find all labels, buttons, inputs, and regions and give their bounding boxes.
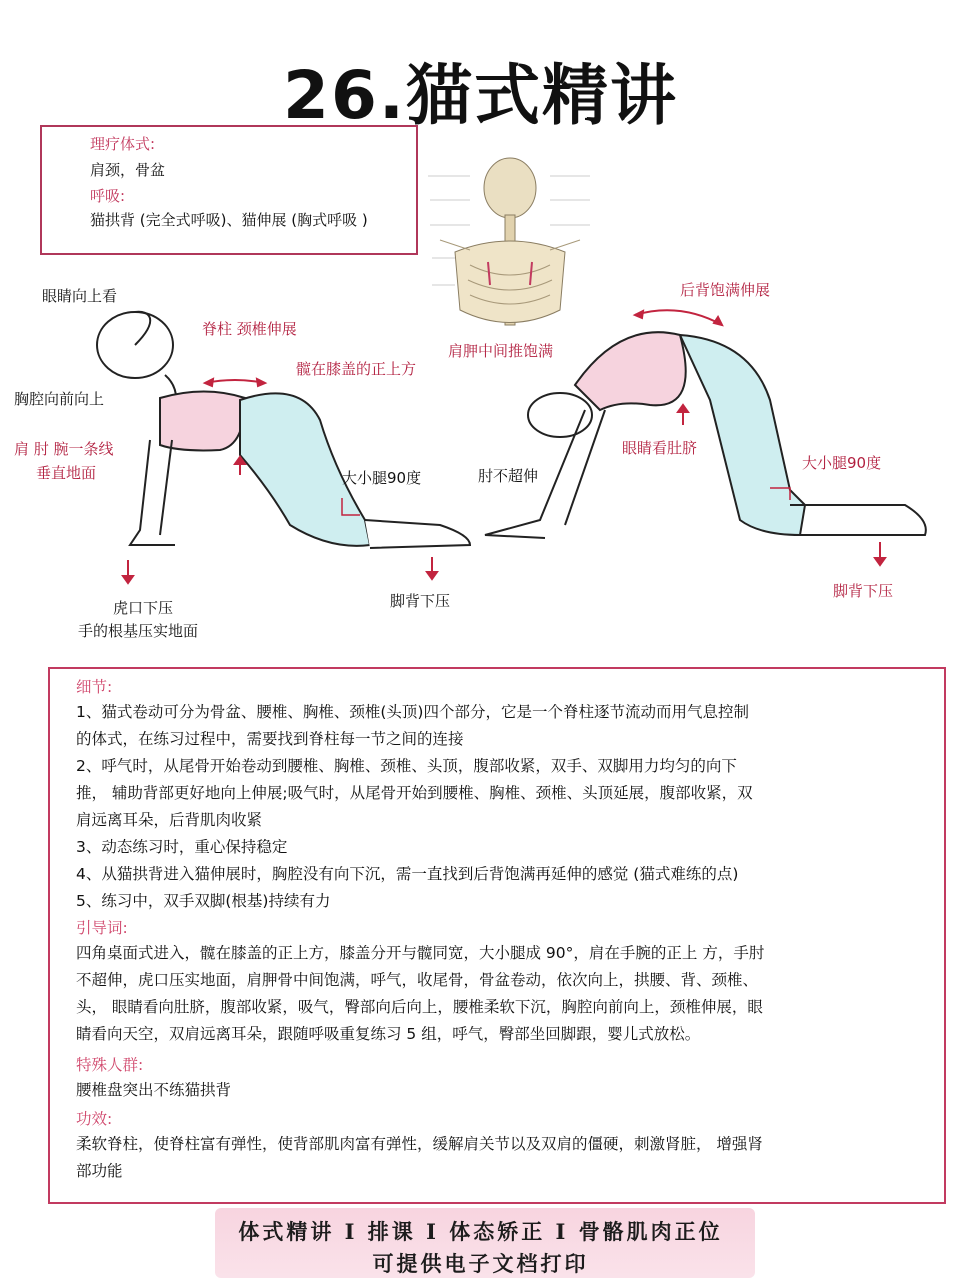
- details-label: 细节:: [76, 678, 113, 696]
- guide-label: 引导词:: [76, 919, 128, 937]
- list-item: 1、猫式卷动可分为骨盆、腰椎、胸椎、颈椎(头顶)四个部分，它是一个脊柱逐节流动而用气息控制: [76, 703, 749, 721]
- list-item: 3、动态练习时，重心保持稳定: [76, 838, 288, 856]
- guide-line: 头， 眼睛看向肚脐，腹部收紧，吸气，臀部向后向上，腰椎柔软下沉，胸腔向前向上，颈椎伸展，眼: [76, 998, 763, 1016]
- list-item: 的体式，在练习过程中，需要找到脊柱每一节之间的连接: [76, 730, 464, 748]
- label-foot-right: 脚背下压: [833, 582, 894, 600]
- label-shoulder-line-2: 垂直地面: [36, 464, 97, 482]
- effect-text: [76, 1131, 763, 1185]
- breath-value: 猫拱背 (完全式呼吸)、猫伸展 (胸式呼吸 ): [90, 211, 368, 229]
- type-label: 理疗体式:: [90, 135, 156, 153]
- label-foot-left: 脚背下压: [390, 592, 451, 610]
- footer-line-1: 体式精讲 I 排课 I 体态矫正 I 骨骼肌肉正位: [238, 1219, 723, 1244]
- label-shoulder-line-1: 肩 肘 腕一条线: [14, 440, 114, 458]
- list-item: 推， 辅助背部更好地向上伸展;吸气时，从尾骨开始到腰椎、胸椎、颈椎、头顶延展，腹部收紧，双: [76, 784, 753, 802]
- pose-illustration: [0, 140, 961, 660]
- effect-label: 功效:: [76, 1110, 113, 1128]
- details-box: [48, 667, 946, 1204]
- label-back-full: 后背饱满伸展: [680, 281, 771, 299]
- label-hip-over-knee: 髋在膝盖的正上方: [296, 360, 417, 378]
- label-hand-2: 手的根基压实地面: [78, 622, 199, 640]
- label-elbow: 肘不超伸: [478, 467, 539, 485]
- list-item: 2、呼气时，从尾骨开始卷动到腰椎、胸椎、颈椎、头顶，腹部收紧，双手、双脚用力均匀的向下: [76, 757, 737, 775]
- special-label: 特殊人群:: [76, 1056, 144, 1074]
- label-hand-1: 虎口下压: [113, 599, 174, 617]
- effect-line: 部功能: [76, 1162, 123, 1180]
- label-eyes-up: 眼睛向上看: [42, 287, 118, 305]
- list-item: 肩远离耳朵，后背肌肉收紧: [76, 811, 263, 829]
- label-leg-90-right: 大小腿90度: [802, 454, 882, 472]
- cat-stretch-figure: [97, 312, 470, 548]
- effect-line: 柔软脊柱，使脊柱富有弹性，使背部肌肉富有弹性，缓解肩关节以及双肩的僵硬，刺激肾脏， 增强肾: [76, 1135, 763, 1153]
- type-value: 肩颈，骨盆: [90, 161, 166, 179]
- label-spine: 脊柱 颈椎伸展: [202, 320, 297, 338]
- skeleton-illustration: [428, 158, 590, 325]
- guide-line: 不超伸，虎口压实地面，肩胛骨中间饱满，呼气，收尾骨，骨盆卷动，依次向上，拱腰、背、颈椎、: [76, 971, 759, 989]
- label-chest: 胸腔向前向上: [14, 390, 105, 408]
- breath-label: 呼吸:: [90, 187, 126, 205]
- label-eyes-navel: 眼睛看肚脐: [622, 439, 698, 457]
- details-list: [76, 699, 753, 915]
- list-item: 5、练习中，双手双脚(根基)持续有力: [76, 892, 331, 910]
- guide-line: 四角桌面式进入，髋在膝盖的正上方，膝盖分开与髋同宽，大小腿成 90°，肩在手腕的正上 方，手肘: [76, 944, 765, 962]
- cat-arch-figure: [485, 332, 926, 538]
- list-item: 4、从猫拱背进入猫伸展时，胸腔没有向下沉，需一直找到后背饱满再延伸的感觉 (猫式难练的点): [76, 865, 739, 883]
- label-leg-90-left: 大小腿90度: [342, 469, 422, 487]
- page-title: 26.猫式精讲: [283, 57, 678, 134]
- label-scapula: 肩胛中间推饱满: [448, 342, 554, 360]
- guide-line: 睛看向天空，双肩远离耳朵，跟随呼吸重复练习 5 组，呼气，臀部坐回脚跟，婴儿式放松。: [76, 1025, 701, 1043]
- footer-line-2: 可提供电子文档打印: [372, 1251, 589, 1276]
- guide-text: [76, 940, 764, 1048]
- special-value: 腰椎盘突出不练猫拱背: [76, 1081, 232, 1099]
